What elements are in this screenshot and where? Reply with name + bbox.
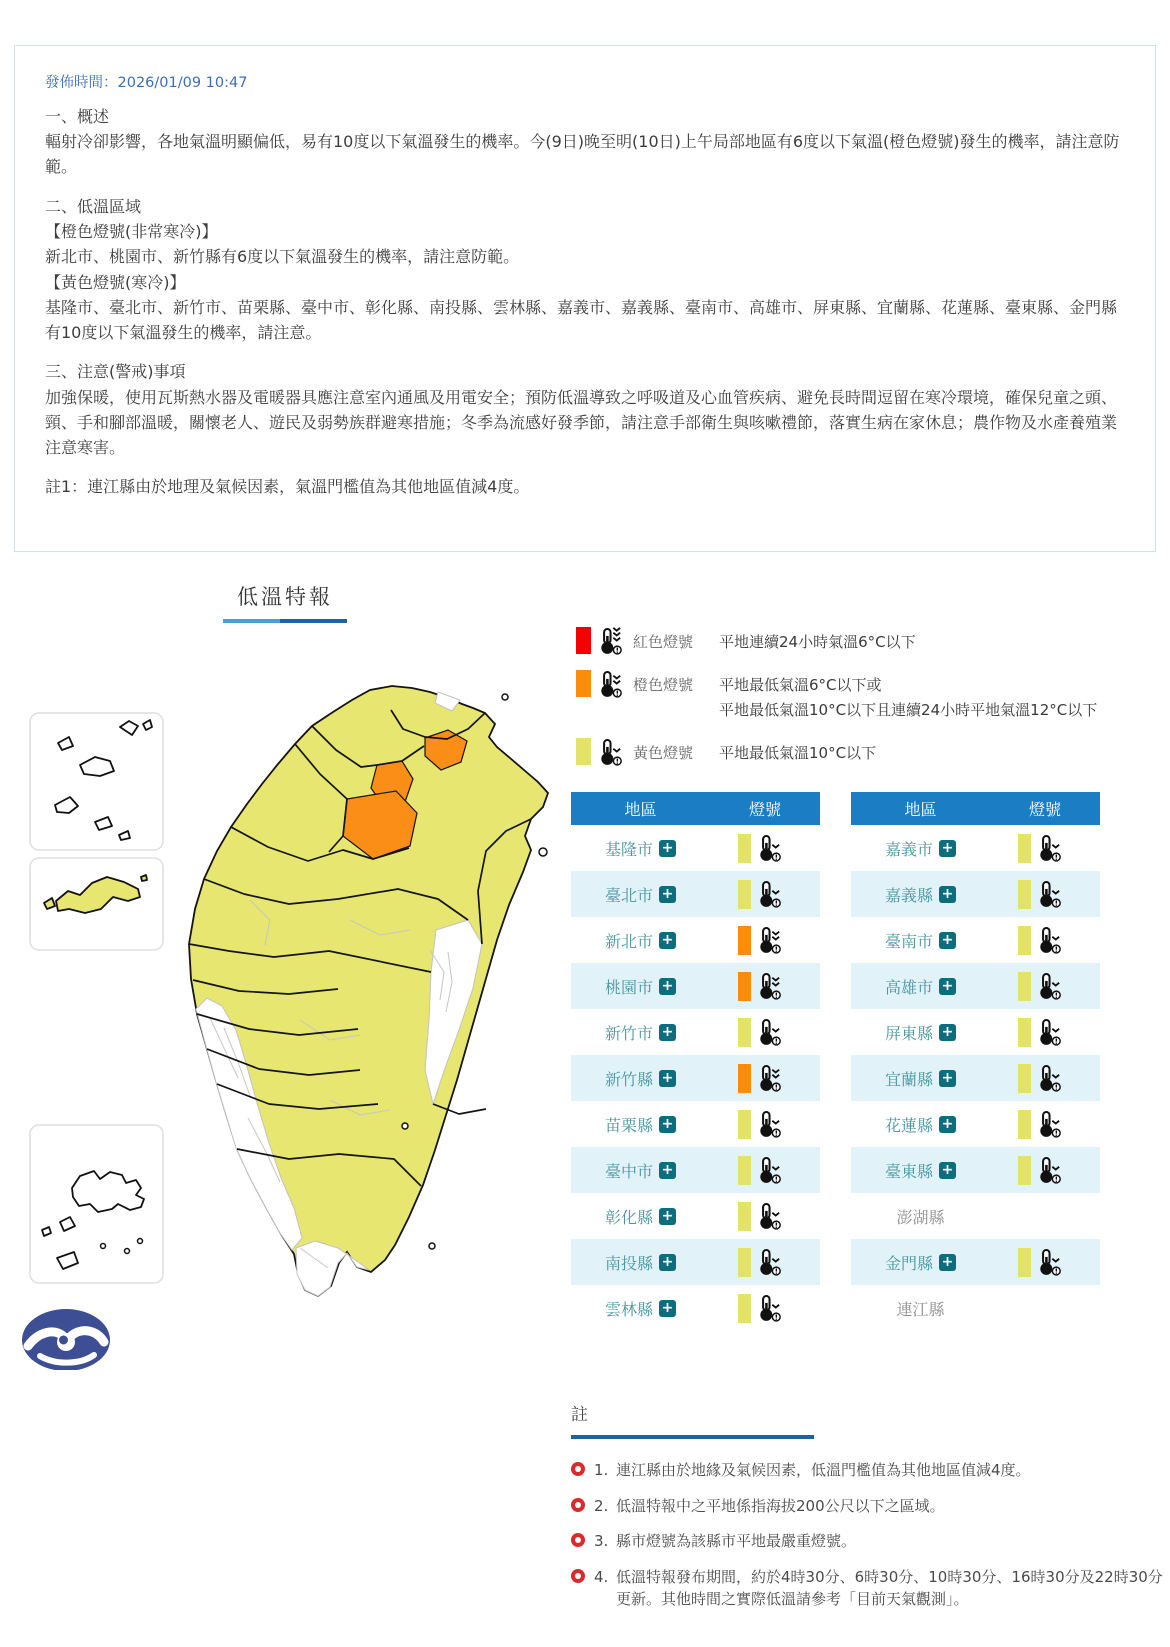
offshore-islet [502, 694, 508, 700]
signal-legend [576, 627, 1166, 780]
region-header: 地區 [624, 800, 657, 819]
region-name: 新北市 [604, 931, 653, 951]
expand-icon[interactable] [659, 1162, 676, 1179]
signal-swatch [1018, 1110, 1031, 1139]
legend-row-orange [576, 670, 1166, 724]
signal-swatch [738, 1156, 751, 1185]
expand-icon[interactable] [939, 1254, 956, 1271]
taiwan-low-temp-map [0, 600, 570, 1370]
note-item [571, 1459, 1163, 1482]
signal-swatch [738, 1018, 751, 1047]
region-name: 臺中市 [604, 1161, 653, 1181]
region-name: 新竹縣 [604, 1069, 653, 1089]
thermometer-icon [1038, 1156, 1062, 1184]
thermometer-icon [758, 1294, 782, 1322]
note-item [571, 1495, 1163, 1518]
expand-icon[interactable] [659, 840, 676, 857]
signal-swatch [738, 1202, 751, 1231]
table-row[interactable] [571, 917, 820, 963]
precautions-heading: 三、注意(警戒)事項 [45, 362, 186, 382]
table-row[interactable] [571, 1147, 820, 1193]
expand-icon[interactable] [939, 1070, 956, 1087]
thermometer-icon [758, 1064, 782, 1092]
region-header: 地區 [904, 800, 937, 819]
table-row[interactable] [571, 1101, 820, 1147]
offshore-islet [402, 1123, 408, 1129]
bullet-icon [571, 1462, 585, 1476]
notes-title-underline [571, 1435, 814, 1439]
expand-icon[interactable] [659, 1070, 676, 1087]
legend-row-yellow [576, 738, 1166, 767]
map-title: 低溫特報 [237, 585, 333, 609]
overview-heading: 一、概述 [45, 106, 110, 126]
table-row[interactable] [571, 1239, 820, 1285]
offshore-islet [429, 1243, 435, 1249]
region-name: 宜蘭縣 [884, 1069, 933, 1089]
thermometer-icon [758, 926, 782, 954]
legend-row-red [576, 627, 1166, 656]
region-name: 連江縣 [896, 1299, 945, 1319]
legend-desc: 平地最低氣溫6°C以下或 [719, 675, 882, 694]
region-name: 嘉義縣 [884, 885, 933, 905]
legend-label: 橙色燈號 [633, 675, 694, 694]
signal-swatch [738, 1110, 751, 1139]
thermometer-icon [599, 738, 623, 766]
note-text: 連江縣由於地緣及氣候因素，低溫門檻值為其他地區值減4度。 [616, 1461, 1031, 1479]
thermometer-icon [1038, 1248, 1062, 1276]
table-row [851, 1193, 1100, 1239]
yellow-zone-body: 基隆市、臺北市、新竹市、苗栗縣、臺中市、彰化縣、南投縣、雲林縣、嘉義市、嘉義縣、臺南市、高雄市、屏東縣、宜蘭縣、花蓮縣、臺東縣、金門縣有10度以下氣溫發生的機率，請注意。 [45, 297, 1118, 343]
expand-icon[interactable] [939, 886, 956, 903]
right-panel [570, 575, 1170, 1647]
table-row[interactable] [851, 825, 1100, 871]
thermometer-icon [1038, 972, 1062, 1000]
region-name: 彰化縣 [604, 1207, 653, 1227]
signal-tables [571, 792, 1100, 1331]
region-name: 澎湖縣 [896, 1207, 945, 1227]
table-row[interactable] [571, 1285, 820, 1331]
expand-icon[interactable] [659, 1208, 676, 1225]
zones-heading: 二、低溫區域 [45, 196, 142, 216]
note-text: 縣市燈號為該縣市平地最嚴重燈號。 [616, 1532, 857, 1550]
thermometer-icon [758, 1202, 782, 1230]
publish-time: 發佈時間：2026/01/09 10:47 [45, 75, 248, 91]
table-row[interactable] [571, 825, 820, 871]
offshore-islet [539, 848, 547, 856]
table-row[interactable] [851, 963, 1100, 1009]
precautions-body: 加強保暖，使用瓦斯熱水器及電暖器具應注意室內通風及用電安全；預防低溫導致之呼吸道及心血管疾病、避免長時間逗留在寒冷環境，確保兒童之頭、頸、手和腳部溫暖，關懷老人、遊民及弱勢族群避寒措施；冬季為流感好發季節，請注意手部衛生與咳嗽禮節，落實生病在家休息；農作物及水產養殖業注意寒害。 [45, 387, 1118, 458]
thermometer-icon [1038, 1110, 1062, 1138]
expand-icon[interactable] [939, 1116, 956, 1133]
expand-icon[interactable] [659, 1024, 676, 1041]
bullet-icon [571, 1533, 585, 1547]
signal-swatch [738, 1294, 751, 1323]
signal-swatch [1018, 972, 1031, 1001]
note-item [571, 1566, 1163, 1611]
thermometer-icon [758, 972, 782, 1000]
region-name: 桃園市 [604, 977, 653, 997]
signal-swatch [1018, 926, 1031, 955]
note-number: 4. [594, 1567, 609, 1586]
table-row[interactable] [851, 871, 1100, 917]
bullet-icon [571, 1569, 585, 1583]
region-name: 臺北市 [604, 885, 653, 905]
kinmen-inset [30, 858, 163, 950]
overview-body: 輻射冷卻影響，各地氣溫明顯偏低，易有10度以下氣溫發生的機率。今(9日)晚至明(10日)上午局部地區有6度以下氣溫(橙色燈號)發生的機率，請注意防範。 [45, 132, 1120, 177]
bullet-icon [571, 1498, 585, 1512]
table-row[interactable] [851, 1147, 1100, 1193]
expand-icon[interactable] [939, 978, 956, 995]
region-name: 嘉義市 [884, 839, 933, 859]
signal-swatch [1018, 1156, 1031, 1185]
note-number: 2. [594, 1496, 609, 1515]
table-row[interactable] [851, 917, 1100, 963]
thermometer-icon [599, 670, 623, 698]
thermometer-icon [758, 1018, 782, 1046]
table-row[interactable] [571, 1193, 820, 1239]
map-panel [0, 575, 570, 1647]
region-name: 基隆市 [604, 839, 653, 859]
signal-swatch [1018, 834, 1031, 863]
table-header [571, 792, 820, 825]
signal-swatch [738, 880, 751, 909]
thermometer-icon [1038, 926, 1062, 954]
signal-swatch [1018, 1018, 1031, 1047]
signal-swatch [1018, 1248, 1031, 1277]
bulletin-text-box [14, 45, 1156, 552]
signal-swatch [738, 1064, 751, 1093]
table-header [851, 792, 1100, 825]
legend-desc: 平地連續24小時氣溫6°C以下 [719, 633, 916, 651]
orange-zone-header: 【橙色燈號(非常寒冷)】 [45, 221, 218, 241]
expand-icon[interactable] [659, 932, 676, 949]
notes-title: 註 [571, 1405, 588, 1425]
table-row [851, 1285, 1100, 1331]
table-row[interactable] [571, 963, 820, 1009]
yellow-signal-swatch [576, 738, 591, 765]
legend-desc: 平地最低氣溫10°C以下 [719, 743, 877, 762]
cwa-logo [22, 1309, 110, 1370]
table-row[interactable] [571, 1055, 820, 1101]
region-name: 苗栗縣 [604, 1115, 653, 1135]
expand-icon[interactable] [659, 1116, 676, 1133]
yellow-zone-header: 【黃色燈號(寒冷)】 [45, 272, 186, 292]
signal-swatch [1018, 880, 1031, 909]
thermometer-icon [1038, 834, 1062, 862]
table-row[interactable] [851, 1009, 1100, 1055]
signal-table-right [851, 792, 1100, 1331]
matsu-inset [30, 713, 163, 850]
notes-section [571, 1400, 1163, 1624]
table-row[interactable] [851, 1055, 1100, 1101]
note-item [571, 1530, 1163, 1553]
signal-swatch [738, 972, 751, 1001]
signal-header: 燈號 [748, 800, 781, 819]
expand-icon[interactable] [939, 932, 956, 949]
legend-label: 黃色燈號 [633, 743, 694, 762]
region-name: 南投縣 [604, 1253, 653, 1273]
legend-label: 紅色燈號 [633, 633, 694, 651]
bulletin-footnote: 註1：連江縣由於地理及氣候因素，氣溫門檻值為其他地區值減4度。 [45, 477, 530, 497]
note-number: 3. [594, 1532, 609, 1550]
orange-zone-body: 新北市、桃園市、新竹縣有6度以下氣溫發生的機率，請注意防範。 [45, 247, 520, 267]
table-row[interactable] [851, 1239, 1100, 1285]
table-row[interactable] [851, 1101, 1100, 1147]
region-name: 新竹市 [604, 1023, 653, 1043]
red-signal-swatch [576, 627, 591, 654]
thermometer-icon [1038, 880, 1062, 908]
region-name: 臺東縣 [884, 1161, 933, 1181]
expand-icon[interactable] [659, 1254, 676, 1271]
signal-swatch [1018, 1064, 1031, 1093]
region-name: 臺南市 [884, 931, 933, 951]
table-row[interactable] [571, 871, 820, 917]
thermometer-icon [758, 880, 782, 908]
region-name: 雲林縣 [604, 1299, 653, 1319]
expand-icon[interactable] [939, 1162, 956, 1179]
signal-swatch [738, 926, 751, 955]
orange-signal-swatch [576, 670, 591, 697]
signal-swatch [738, 834, 751, 863]
legend-desc-line2: 平地最低氣溫10°C以下且連續24小時平地氣溫12°C以下 [719, 701, 1098, 719]
note-text: 低溫特報中之平地係指海拔200公尺以下之區域。 [616, 1496, 945, 1515]
region-name: 花蓮縣 [884, 1115, 933, 1135]
expand-icon[interactable] [939, 840, 956, 857]
table-row[interactable] [571, 1009, 820, 1055]
region-name: 金門縣 [884, 1253, 933, 1273]
expand-icon[interactable] [939, 1024, 956, 1041]
thermometer-icon [1038, 1064, 1062, 1092]
note-text: 低溫特報發布期間，約於4時30分、6時30分、10時30分、16時30分及22時30分更新。其他時間之實際低溫請參考「目前天氣觀測」。 [616, 1567, 1163, 1608]
expand-icon[interactable] [659, 978, 676, 995]
penghu-inset [30, 1125, 163, 1283]
signal-swatch [738, 1248, 751, 1277]
thermometer-icon [758, 1248, 782, 1276]
expand-icon[interactable] [659, 1300, 676, 1317]
region-name: 屏東縣 [884, 1023, 933, 1043]
thermometer-icon [1038, 1018, 1062, 1046]
thermometer-icon [599, 627, 623, 655]
thermometer-icon [758, 1110, 782, 1138]
thermometer-icon [758, 834, 782, 862]
signal-table-left [571, 792, 820, 1331]
expand-icon[interactable] [659, 886, 676, 903]
signal-header: 燈號 [1028, 800, 1061, 819]
thermometer-icon [758, 1156, 782, 1184]
region-name: 高雄市 [884, 977, 933, 997]
note-number: 1. [594, 1461, 609, 1479]
